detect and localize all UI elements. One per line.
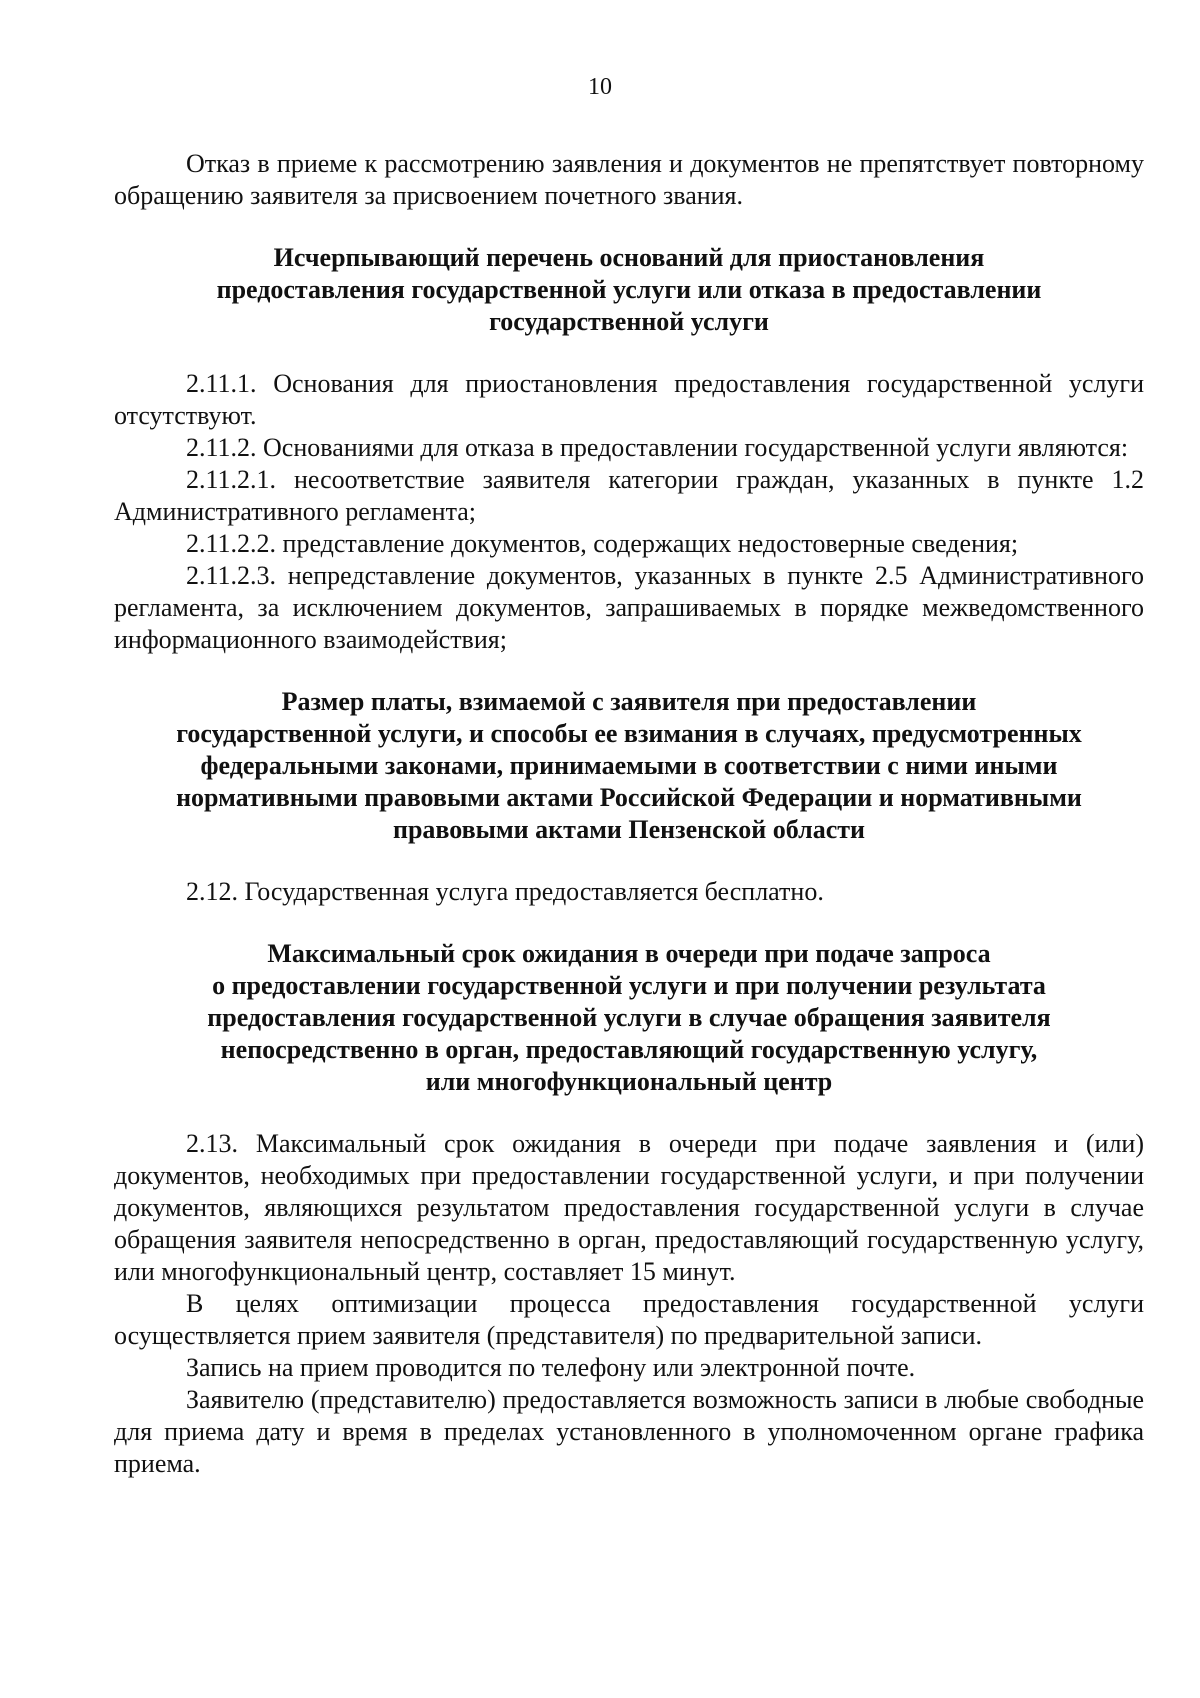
paragraph-2-11-1: 2.11.1. Основания для приостановления предоставления государственной услуги отсутствуют. bbox=[114, 369, 1144, 430]
heading-line: государственной услуги, и способы ее взимания в случаях, предусмотренных bbox=[176, 719, 1082, 748]
paragraph-2-11-2: 2.11.2. Основаниями для отказа в предоставлении государственной услуги являются: bbox=[186, 433, 1129, 462]
paragraph-appointment-availability: Заявителю (представителю) предоставляется возможность записи в любые свободные для приема дату и время в пределах установленного в уполномоченном органе графика приема. bbox=[114, 1385, 1144, 1478]
paragraph-2-12: 2.12. Государственная услуга предоставляется бесплатно. bbox=[186, 877, 824, 906]
paragraph-2-13: 2.13. Максимальный срок ожидания в очереди при подаче заявления и (или) документов, необходимых при предоставлении государственной услуги, и при получении документов, являющихся результатом предоставления государственной услуги в случае обращения заявителя непосредственно в орган, предоставляющий государственную услугу, или многофункциональный центр, составляет 15 минут. bbox=[114, 1129, 1144, 1286]
heading-fee-amount bbox=[114, 686, 1144, 846]
heading-suspension-refusal-grounds bbox=[114, 242, 1144, 338]
heading-line: или многофункциональный центр bbox=[425, 1067, 833, 1096]
heading-line: правовыми актами Пензенской области bbox=[392, 815, 866, 844]
heading-line: о предоставлении государственной услуги и при получении результата bbox=[212, 971, 1046, 1000]
heading-max-waiting-time bbox=[114, 938, 1144, 1098]
paragraph-2-11-2-3: 2.11.2.3. непредставление документов, указанных в пункте 2.5 Административного регламента, за исключением документов, запрашиваемых в порядке межведомственного информационного взаимодействия; bbox=[114, 561, 1144, 654]
heading-line: предоставления государственной услуги в случае обращения заявителя bbox=[207, 1003, 1051, 1032]
heading-line: Максимальный срок ожидания в очереди при подаче запроса bbox=[267, 939, 991, 968]
paragraph-2-11-2-2: 2.11.2.2. представление документов, содержащих недостоверные сведения; bbox=[186, 529, 1019, 558]
heading-line: федеральными законами, принимаемыми в соответствии с ними иными bbox=[200, 751, 1058, 780]
heading-line: Исчерпывающий перечень оснований для приостановления bbox=[273, 243, 985, 272]
heading-line: непосредственно в орган, предоставляющий государственную услугу, bbox=[220, 1035, 1038, 1064]
heading-line: государственной услуги bbox=[489, 307, 769, 336]
heading-line: предоставления государственной услуги или отказа в предоставлении bbox=[216, 275, 1042, 304]
page-number: 10 bbox=[588, 74, 612, 100]
heading-line: нормативными правовыми актами Российской Федерации и нормативными bbox=[176, 783, 1082, 812]
paragraph-appointment-method: Запись на прием проводится по телефону или электронной почте. bbox=[186, 1353, 916, 1382]
paragraph-2-11-2-1: 2.11.2.1. несоответствие заявителя категории граждан, указанных в пункте 1.2 Административного регламента; bbox=[114, 465, 1144, 526]
document-body bbox=[114, 148, 1144, 1480]
heading-line: Размер платы, взимаемой с заявителя при предоставлении bbox=[281, 687, 977, 716]
paragraph-optimization: В целях оптимизации процесса предоставления государственной услуги осуществляется прием заявителя (представителя) по предварительной записи. bbox=[114, 1289, 1144, 1350]
intro-paragraph: Отказ в приеме к рассмотрению заявления и документов не препятствует повторному обращению заявителя за присвоением почетного звания. bbox=[114, 149, 1144, 210]
